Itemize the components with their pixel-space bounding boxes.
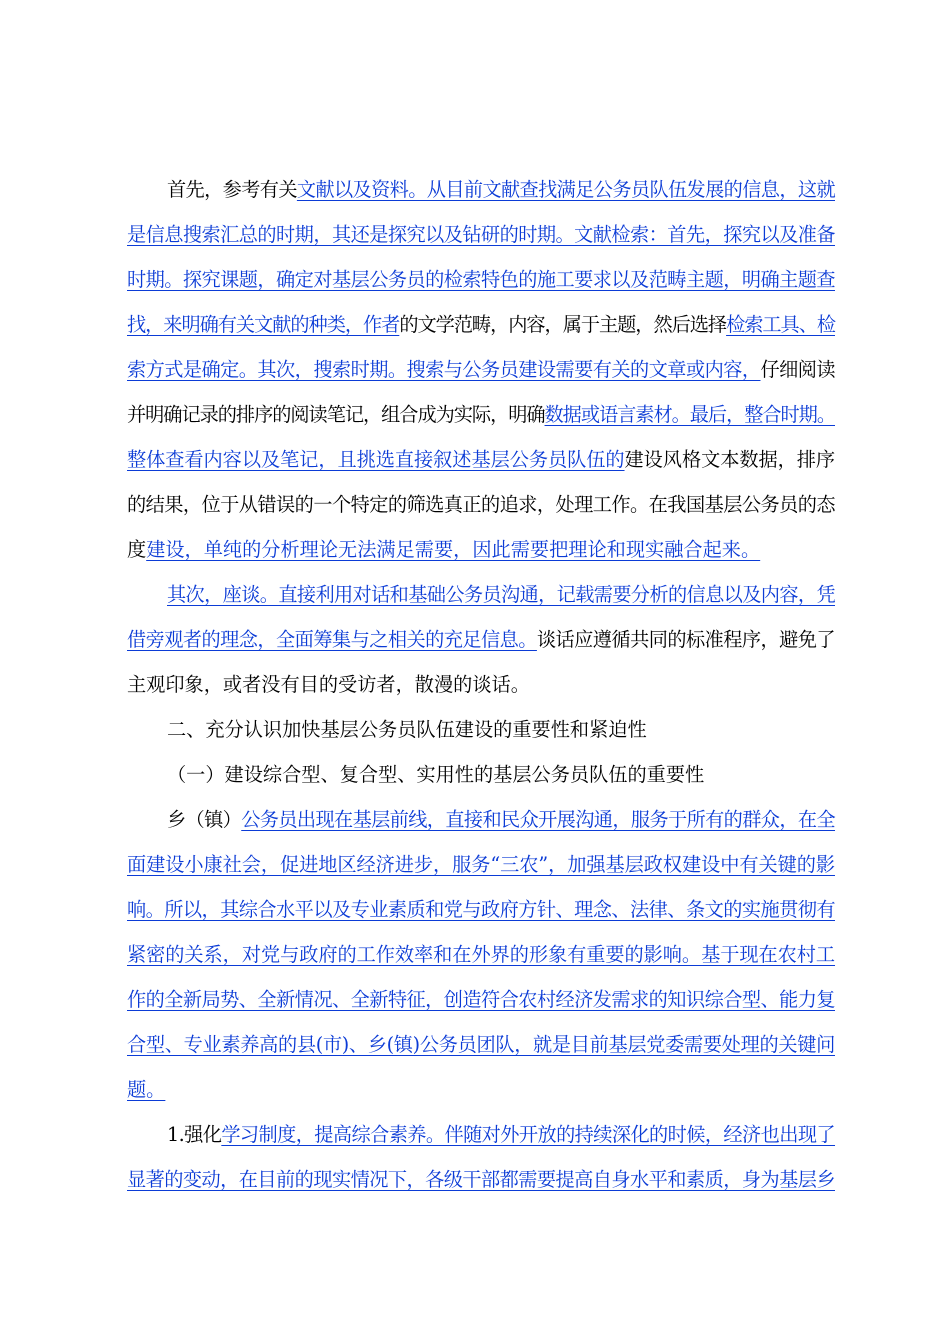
hyperlink-text[interactable]: 其次，座谈。直接利用对话和基础公务员沟通，记载需要分析的信息以及内容，凭 — [167, 583, 835, 606]
hyperlink-text[interactable]: 索方式是确定。其次，搜索时期。搜索与公务员建设需要有关的文章或内容， — [127, 358, 761, 381]
hyperlink-text[interactable]: 合型、专业素养高的县(市)、乡(镇)公务员团队，就是目前基层党委需要处理的关键问 — [127, 1033, 835, 1056]
text-line — [127, 580, 835, 625]
hyperlink-text[interactable]: 整体查看内容以及笔记，且挑选直接叙述基层公务员队伍的 — [127, 448, 625, 471]
body-text: 的文学范畴，内容，属于主题，然后选择 — [399, 313, 727, 336]
body-text: 二、充分认识加快基层公务员队伍建设的重要性和紧迫性 — [167, 718, 647, 741]
body-text: 并明确记录的排序的阅读笔记，组合成为实际，明确 — [127, 403, 545, 426]
text-line — [127, 760, 835, 805]
paragraph-h2 — [127, 715, 835, 760]
text-line — [127, 445, 835, 490]
hyperlink-text[interactable]: 检索工具、检 — [726, 313, 835, 336]
hyperlink-text[interactable]: 建设，单纯的分析理论无法满足需要，因此需要把理论和现实融合起来。 — [146, 538, 761, 561]
text-line — [127, 940, 835, 985]
text-line — [127, 625, 835, 670]
paragraph-p2 — [127, 580, 835, 715]
text-line — [127, 805, 835, 850]
text-line — [127, 895, 835, 940]
document-body — [127, 175, 835, 1210]
paragraph-p1 — [127, 175, 835, 580]
text-line — [127, 400, 835, 445]
body-text: 仔细阅读 — [760, 358, 836, 381]
body-text: 主观印象，或者没有目的受访者，散漫的谈话。 — [127, 673, 530, 696]
hyperlink-text[interactable]: 找，来明确有关文献的种类，作者 — [127, 313, 400, 336]
body-text: 谈话应遵循共同的标准程序，避免了 — [536, 628, 836, 651]
text-line — [127, 1030, 835, 1075]
hyperlink-text[interactable]: 题。 — [127, 1078, 166, 1101]
text-line — [127, 715, 835, 760]
text-line — [127, 1120, 835, 1165]
text-line — [127, 220, 835, 265]
hyperlink-text[interactable]: 显著的变动，在目前的现实情况下，各级干部都需要提高自身水平和素质，身为基层乡 — [127, 1168, 835, 1191]
text-line — [127, 1075, 835, 1120]
text-line — [127, 535, 835, 580]
hyperlink-text[interactable]: 文献以及资料。从目前文献查找满足公务员队伍发展的信息，这就 — [296, 178, 835, 201]
text-line — [127, 670, 835, 715]
text-line — [127, 355, 835, 400]
hyperlink-text[interactable]: 紧密的关系，对党与政府的工作效率和在外界的形象有重要的影响。基于现在农村工 — [127, 943, 836, 966]
text-line — [127, 490, 835, 535]
paragraph-h3 — [127, 760, 835, 805]
hyperlink-text[interactable]: 数据或语言素材。最后，整合时期。 — [544, 403, 835, 426]
hyperlink-text[interactable]: 面建设小康社会，促进地区经济进步，服务“三农”，加强基层政权建设中有关键的影 — [127, 853, 835, 876]
hyperlink-text[interactable]: 响。所以，其综合水平以及专业素质和党与政府方针、理念、法律、条文的实施贯彻有 — [127, 898, 835, 921]
body-text: 度 — [127, 538, 147, 561]
hyperlink-text[interactable]: 作的全新局势、全新情况、全新特征，创造符合农村经济发需求的知识综合型、能力复 — [127, 988, 835, 1011]
body-text: 乡（镇） — [167, 808, 242, 831]
hyperlink-text[interactable]: 公务员出现在基层前线，直接和民众开展沟通，服务于所有的群众，在全 — [241, 808, 836, 831]
paragraph-p3 — [127, 805, 835, 1120]
text-line — [127, 175, 835, 220]
body-text: 的结果，位于从错误的一个特定的筛选真正的追求，处理工作。在我国基层公务员的态 — [127, 493, 835, 516]
hyperlink-text[interactable]: 是信息搜索汇总的时期，其还是探究以及钻研的时期。文献检索：首先，探究以及准备 — [127, 223, 835, 246]
body-text: 建设风格文本数据，排序 — [624, 448, 836, 471]
text-line — [127, 1165, 835, 1210]
text-line — [127, 985, 835, 1030]
text-line — [127, 265, 835, 310]
body-text: 1.强化 — [167, 1123, 222, 1146]
text-line — [127, 850, 835, 895]
body-text: （一）建设综合型、复合型、实用性的基层公务员队伍的重要性 — [167, 763, 705, 786]
body-text: 首先，参考有关 — [167, 178, 297, 201]
hyperlink-text[interactable]: 学习制度，提高综合素养。伴随对外开放的持续深化的时候，经济也出现了 — [221, 1123, 836, 1146]
hyperlink-text[interactable]: 时期。探究课题，确定对基层公务员的检索特色的施工要求以及范畴主题，明确主题查 — [127, 268, 835, 291]
text-line — [127, 310, 835, 355]
paragraph-p4 — [127, 1120, 835, 1210]
hyperlink-text[interactable]: 借旁观者的理念，全面筹集与之相关的充足信息。 — [127, 628, 537, 651]
